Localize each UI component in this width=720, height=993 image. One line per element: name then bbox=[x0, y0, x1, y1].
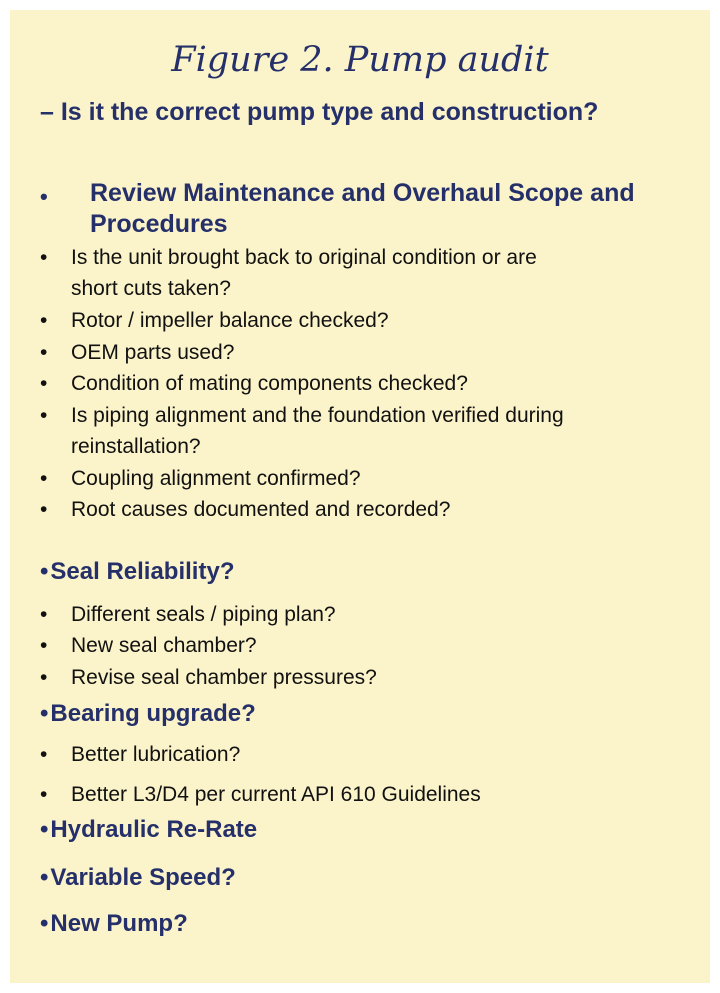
item-text: Is the unit brought back to original condition or are bbox=[71, 246, 537, 269]
item-text: Revise seal chamber pressures? bbox=[71, 666, 377, 689]
maintenance-heading-text: Review Maintenance and Overhaul Scope and Procedures bbox=[90, 179, 635, 238]
item-text: Better L3/D4 per current API 610 Guidelines bbox=[71, 783, 481, 806]
variable-speed-heading bbox=[40, 864, 236, 892]
bullet-dot: • bbox=[40, 467, 48, 490]
bullet-dot: • bbox=[40, 666, 48, 689]
bullet-dot: • bbox=[40, 910, 49, 937]
new-pump-heading-text: New Pump? bbox=[50, 910, 188, 937]
seal-heading bbox=[40, 558, 234, 586]
bullet-dot: • bbox=[40, 743, 48, 766]
item-text: Different seals / piping plan? bbox=[71, 603, 336, 626]
bullet-dot: • bbox=[40, 184, 48, 209]
hydraulic-heading-text: Hydraulic Re-Rate bbox=[50, 816, 258, 843]
item-text: Better lubrication? bbox=[71, 743, 241, 766]
item-text: OEM parts used? bbox=[71, 341, 235, 364]
item-text: Is piping alignment and the foundation verified during bbox=[71, 404, 564, 427]
bearing-heading-text: Bearing upgrade? bbox=[50, 700, 256, 727]
subtitle: – Is it the correct pump type and construction? bbox=[40, 98, 599, 126]
item-text: reinstallation? bbox=[71, 435, 201, 458]
audit-panel bbox=[10, 10, 710, 983]
bullet-dot: • bbox=[40, 372, 48, 395]
item-text: Coupling alignment confirmed? bbox=[71, 467, 361, 490]
bullet-dot: • bbox=[40, 246, 48, 269]
new-pump-heading bbox=[40, 910, 188, 938]
item-text: New seal chamber? bbox=[71, 634, 257, 657]
maintenance-heading bbox=[40, 178, 700, 242]
bullet-dot: • bbox=[40, 498, 48, 521]
item-text: Rotor / impeller balance checked? bbox=[71, 309, 389, 332]
hydraulic-heading bbox=[40, 816, 257, 844]
item-text: short cuts taken? bbox=[71, 277, 231, 300]
bullet-dot: • bbox=[40, 404, 48, 427]
bullet-dot: • bbox=[40, 816, 49, 843]
bullet-dot: • bbox=[40, 700, 49, 727]
bullet-dot: • bbox=[40, 603, 48, 626]
seal-heading-text: Seal Reliability? bbox=[50, 558, 235, 585]
bullet-dot: • bbox=[40, 558, 49, 585]
bullet-dot: • bbox=[40, 634, 48, 657]
variable-speed-heading-text: Variable Speed? bbox=[50, 864, 236, 891]
bullet-dot: • bbox=[40, 864, 49, 891]
bullet-dot: • bbox=[40, 309, 48, 332]
bullet-dot: • bbox=[40, 341, 48, 364]
item-text: Root causes documented and recorded? bbox=[71, 498, 451, 521]
item-text: Condition of mating components checked? bbox=[71, 372, 468, 395]
bullet-dot: • bbox=[40, 783, 48, 806]
bearing-heading bbox=[40, 700, 256, 728]
figure-title: Figure 2. Pump audit bbox=[171, 40, 549, 80]
